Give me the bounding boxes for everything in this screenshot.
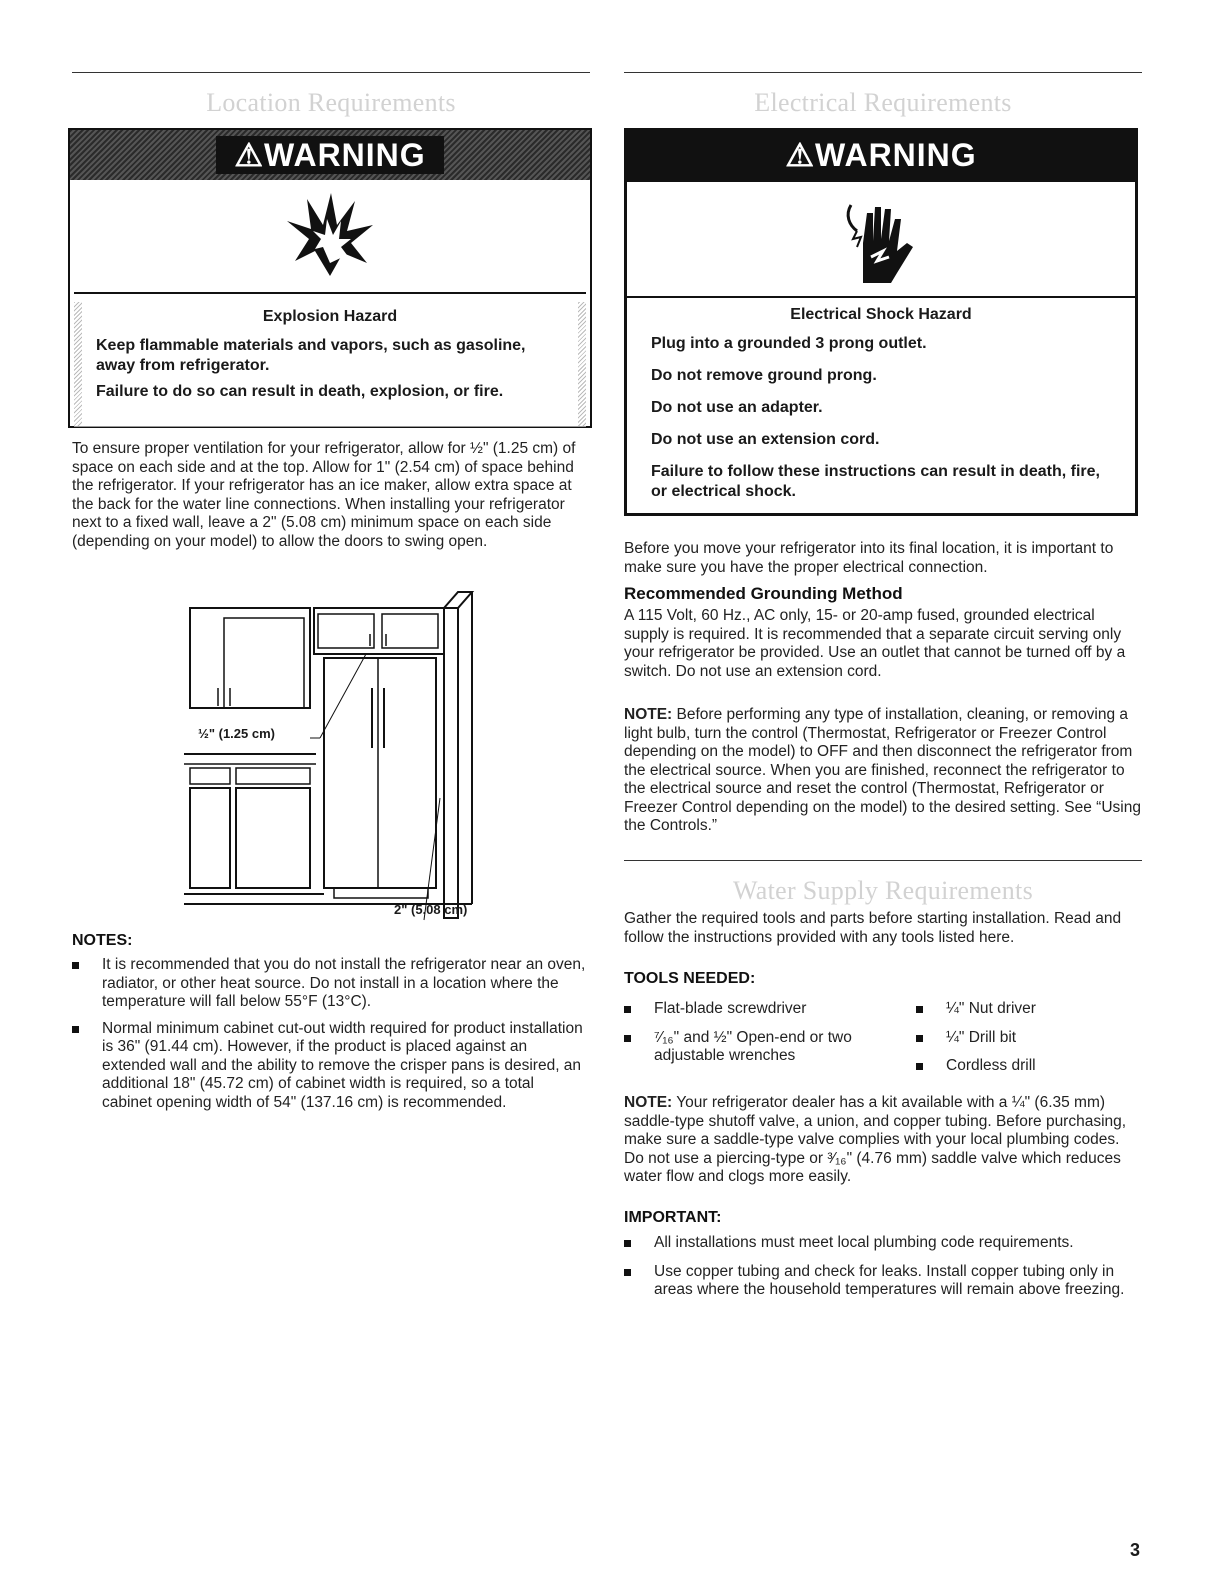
explosion-warning-box [68, 128, 592, 428]
list-item: All installations must meet local plumbing code requirements. [624, 1234, 1138, 1253]
water-title: Water Supply Requirements [732, 876, 1033, 905]
water-intro: Gather the required tools and parts before starting installation. Read and follow the instructions provided with any tools listed here. [624, 910, 1122, 946]
warning-line: Plug into a grounded 3 prong outlet. [651, 335, 927, 352]
list-item: ¼" Drill bit [916, 1029, 1136, 1048]
note-label: NOTE: [624, 1094, 673, 1111]
explosion-icon [74, 180, 586, 294]
note-label: NOTE: [624, 706, 673, 723]
clearance-diagram [184, 588, 484, 928]
warning-line: Keep flammable materials and vapors, such as gasoline, away from refrigerator. [96, 337, 526, 374]
warning-line: Do not remove ground prong. [651, 367, 877, 384]
electrical-title: Electrical Requirements [754, 88, 1012, 117]
electrical-note [624, 706, 1142, 836]
notes-list [72, 956, 586, 1120]
shock-icon [624, 182, 1138, 298]
important-heading: IMPORTANT: [624, 1209, 722, 1226]
electrical-intro: Before you move your refrigerator into its final location, it is important to make sure you have the proper electrical connection. [624, 540, 1114, 576]
warning-body [624, 298, 1138, 516]
list-item: Cordless drill [916, 1057, 1136, 1076]
warning-header [70, 130, 590, 180]
location-intro: To ensure proper ventilation for your refrigerator, allow for ½" (1.25 cm) of space on each side and at the top. Allow for 1" (2.54 cm) of space behind the refrigerator. If your refrigerator has an ice maker, allow extra space at the back for the water line connections. When installing your refrigerator next to a fixed wall, leave a 2" (5.08 cm) minimum space on each side (depending on your model) to allow the doors to swing open. [72, 440, 576, 550]
warning-line: Do not use an adapter. [651, 399, 823, 416]
divider [72, 72, 590, 73]
divider [624, 860, 1142, 861]
list-item: It is recommended that you do not install the refrigerator near an oven, radiator, or other heat source. Do not install in a location where the temperature will fall below 55°F (13°C). [72, 956, 586, 1012]
grounding-heading: Recommended Grounding Method [624, 584, 903, 603]
list-item: Flat-blade screwdriver [624, 1000, 894, 1019]
warning-header [624, 128, 1138, 182]
warning-line: Failure to follow these instructions can result in death, fire, or electrical shock. [651, 463, 1100, 500]
hazard-title: Explosion Hazard [262, 308, 398, 325]
tools-list-left [624, 1000, 894, 1074]
note-text: Before performing any type of installation, cleaning, or removing a light bulb, turn the control (Thermostat, Refrigerator or Freezer Control depending on the model) to OFF and then disconnect the refrigerator from the electrical source. When you are finished, reconnect the refrigerator to the electrical source and reset the control (Thermostat, Refrigerator or Freezer Control depending on the model) to the desired setting. See “Using the Controls.” [624, 706, 1141, 834]
bottom-clearance-label: 2" (5.08 cm) [394, 902, 468, 917]
note-text: Your refrigerator dealer has a kit available with a ¼" (6.35 mm) saddle-type shutoff valve, a union, and copper tubing. Before purchasing, make sure a saddle-type valve complies with your local plumbing codes. Do not use a piercing-type or ³⁄₁₆" (4.76 mm) saddle valve which reduces water flow and clogs more easily. [624, 1094, 1127, 1185]
warning-label: ⚠WARNING [785, 137, 977, 173]
list-item: Normal minimum cabinet cut-out width required for product installation is 36" (91.44 cm). However, if the product is placed against an extended wall and the ability to remove the crisper pans is desired, an additional 18" (45.72 cm) of cabinet width is required, so a total cabinet opening width of 54" (137.16 cm) is recommended. [72, 1020, 586, 1113]
warning-line: Failure to do so can result in death, explosion, or fire. [96, 383, 504, 400]
warning-body [74, 302, 586, 427]
warning-line: Do not use an extension cord. [651, 431, 880, 448]
warning-label: ⚠WARNING [216, 136, 443, 174]
list-item: ⁷⁄₁₆" and ½" Open-end or two adjustable wrenches [624, 1029, 894, 1066]
important-list [624, 1234, 1138, 1308]
side-clearance-label: ½" (1.25 cm) [198, 726, 275, 741]
water-note [624, 1094, 1142, 1187]
list-item: ¼" Nut driver [916, 1000, 1136, 1019]
list-item: Use copper tubing and check for leaks. Install copper tubing only in areas where the household temperatures will remain above freezing. [624, 1263, 1138, 1300]
tools-list-right [916, 1000, 1136, 1084]
page-number: 3 [1129, 1540, 1140, 1560]
divider [624, 72, 1142, 73]
notes-heading: NOTES: [72, 932, 133, 949]
hazard-title: Electrical Shock Hazard [790, 306, 972, 323]
grounding-text: A 115 Volt, 60 Hz., AC only, 15- or 20-amp fused, grounded electrical supply is required. It is recommended that a separate circuit serving only your refrigerator be provided. Use an outlet that cannot be turned off by a switch. Do not use an extension cord. [624, 607, 1126, 680]
tools-heading: TOOLS NEEDED: [624, 970, 756, 987]
location-title: Location Requirements [206, 88, 456, 117]
